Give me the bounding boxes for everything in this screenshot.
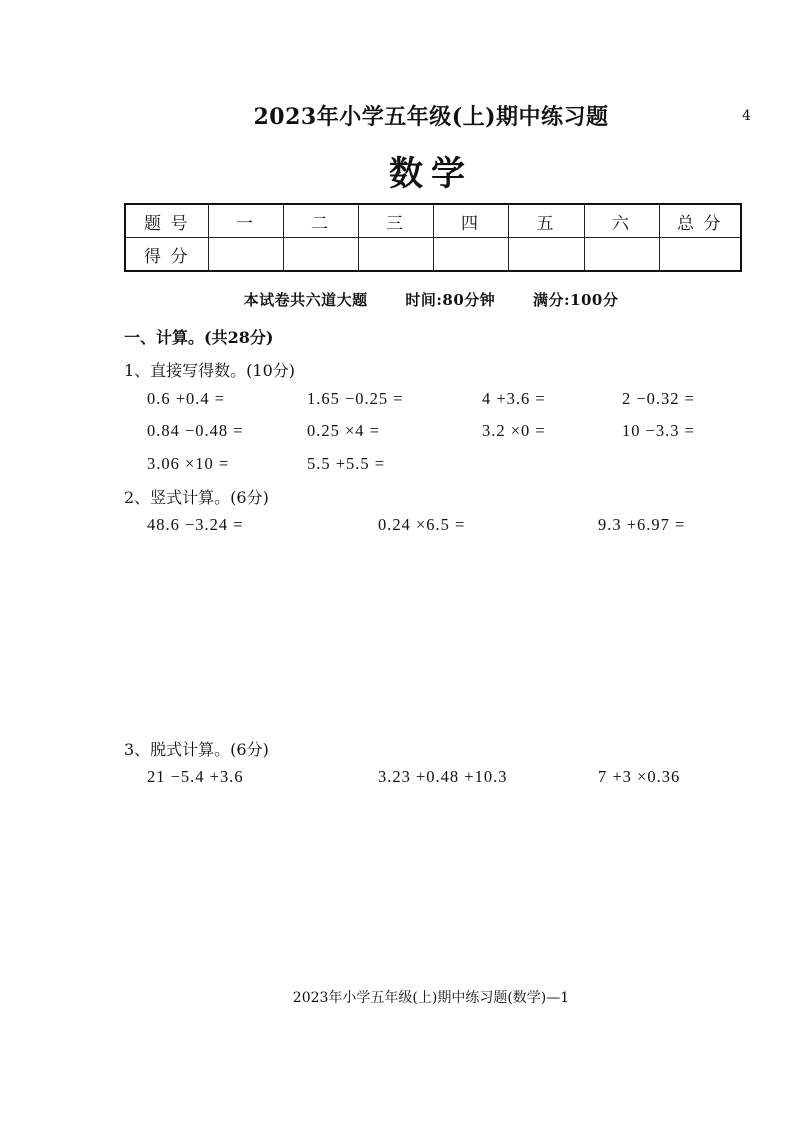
question-3-heading: 3、脱式计算。(6分) [124,740,269,759]
vertical-calc-item: 48.6 −3.24 = [147,515,244,534]
oral-calc-item: 10 −3.3 = [622,421,695,440]
score-table-col-5: 五 [508,204,584,238]
exam-info-line [0,289,794,310]
score-cell[interactable] [659,238,741,272]
question-1-heading: 1、直接写得数。(10分) [124,361,296,380]
exam-time: 时间:80分钟 [405,291,496,309]
score-cell[interactable] [508,238,584,272]
oral-calc-item: 3.2 ×0 = [482,421,546,440]
stepwise-calc-item: 7 +3 ×0.36 [598,767,681,786]
score-cell[interactable] [283,238,358,272]
score-table-col-6: 六 [584,204,659,238]
exam-parts: 本试卷共六道大题 [243,291,368,309]
vertical-calc-item: 9.3 +6.97 = [598,515,686,534]
score-table [124,203,742,272]
oral-calc-item: 1.65 −0.25 = [307,389,404,408]
exam-full-score: 满分:100分 [533,291,619,309]
score-table-label-score: 得 分 [125,238,208,272]
stepwise-calc-item: 21 −5.4 +3.6 [147,767,244,786]
corner-mark: 4 [742,108,751,124]
score-table-header-row [125,204,741,238]
subject-title: 数学 [389,154,473,194]
vertical-calc-item: 0.24 ×6.5 = [378,515,466,534]
page-footer: 2023年小学五年级(上)期中练习题(数学)—1 [292,990,570,1006]
oral-calc-item: 2 −0.32 = [622,389,695,408]
oral-calc-item: 3.06 ×10 = [147,454,230,473]
score-table-col-1: 一 [208,204,283,238]
score-table-label-question: 题 号 [125,204,208,238]
oral-calc-item: 5.5 +5.5 = [307,454,386,473]
score-cell[interactable] [584,238,659,272]
score-table-col-4: 四 [433,204,508,238]
oral-calc-item: 0.84 −0.48 = [147,421,244,440]
exam-title: 2023年小学五年级(上)期中练习题 [253,104,609,130]
score-table-score-row [125,238,741,272]
oral-calc-item: 0.6 +0.4 = [147,389,226,408]
question-2-heading: 2、竖式计算。(6分) [124,488,269,507]
score-table-col-2: 二 [283,204,358,238]
score-cell[interactable] [358,238,433,272]
stepwise-calc-item: 3.23 +0.48 +10.3 [378,767,508,786]
score-cell[interactable] [208,238,283,272]
score-table-col-3: 三 [358,204,433,238]
score-cell[interactable] [433,238,508,272]
score-table-col-total: 总 分 [659,204,741,238]
oral-calc-item: 0.25 ×4 = [307,421,380,440]
oral-calc-item: 4 +3.6 = [482,389,546,408]
section-1-heading: 一、计算。(共28分) [124,328,274,347]
